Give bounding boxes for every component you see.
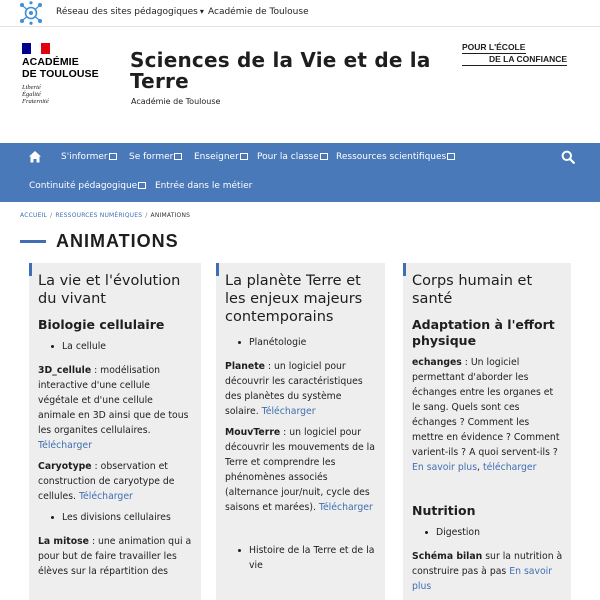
- resource-description: : observation et construction de caryotype de cellules.: [38, 461, 175, 502]
- resource-entry: [225, 425, 377, 515]
- republic-motto: [22, 84, 49, 105]
- institution-name[interactable]: [22, 56, 99, 80]
- submenu-icon: [174, 153, 182, 160]
- submenu-icon: [109, 153, 117, 160]
- breadcrumb-section[interactable]: RESSOURCES NUMÉRIQUES: [55, 212, 143, 219]
- search-icon[interactable]: [561, 150, 575, 164]
- card-title[interactable]: La vie et l'évolution du vivant: [38, 273, 181, 307]
- nav-item-label: Entrée dans le métier: [155, 181, 253, 191]
- nav-item-pour-la-classe[interactable]: [257, 152, 328, 162]
- chevron-down-icon: ▾: [199, 7, 204, 16]
- resource-name: echanges: [412, 357, 462, 368]
- card-subtitle: Nutrition: [412, 503, 476, 518]
- resource-name: La mitose: [38, 536, 89, 547]
- card-vie-evolution: [29, 263, 201, 600]
- resource-entry: [412, 549, 563, 594]
- site-subtitle: Académie de Toulouse: [131, 97, 221, 106]
- network-menu[interactable]: [56, 7, 204, 17]
- nav-item-label: Se former: [129, 152, 174, 162]
- academie-link[interactable]: Académie de Toulouse: [208, 7, 309, 17]
- card-accent: [29, 263, 32, 276]
- list-item: La cellule: [38, 339, 193, 354]
- card-title[interactable]: La planète Terre et les enjeux majeurs contemporains: [225, 273, 363, 325]
- resource-entry: [412, 355, 563, 475]
- more-info-link[interactable]: En savoir plus: [412, 462, 478, 473]
- top-bar: [0, 0, 600, 26]
- resource-description: : un logiciel pour découvrir les mouvements de la Terre et comprendre les phénomènes associés (alternance jour/nuit, cycle des saisons et marées).: [225, 427, 375, 513]
- resource-name: Planete: [225, 361, 265, 372]
- resource-description: sur la nutrition à construire pas à pas: [412, 551, 563, 577]
- breadcrumb-separator: /: [50, 212, 53, 219]
- resource-description: : un logiciel pour découvrir les caractéristiques des planètes du système solaire.: [225, 361, 363, 417]
- resource-entry: [38, 363, 193, 453]
- download-link[interactable]: Télécharger: [261, 406, 316, 417]
- spacer: [412, 481, 563, 503]
- republic-flag-logo: [22, 43, 50, 54]
- nav-item-label: Continuité pédagogique: [29, 181, 138, 191]
- topic-list: [225, 543, 377, 573]
- motto-line: Liberté: [22, 84, 41, 91]
- card-accent: [403, 263, 406, 276]
- resource-name: MouvTerre: [225, 427, 281, 438]
- resource-name: 3D_cellule: [38, 365, 92, 376]
- resource-description: : une animation qui a pour but de faire travailler les élèves sur la répartition des: [38, 536, 192, 577]
- flag-blue: [22, 43, 31, 54]
- resource-entry: [38, 459, 193, 504]
- site-title[interactable]: Sciences de la Vie et de la Terre: [130, 48, 431, 93]
- download-link[interactable]: télécharger: [482, 462, 537, 473]
- motto-line: Égalité: [22, 91, 41, 98]
- card-corps-humain: [403, 263, 571, 600]
- network-logo-icon[interactable]: [19, 1, 43, 25]
- resource-description: : modélisation interactive d'une cellule végétale et d'une cellule animale en 3D ainsi que de tous les organites cellulaires.: [38, 365, 189, 436]
- resource-entry: [38, 534, 193, 579]
- nav-item-sinformer[interactable]: [61, 152, 117, 162]
- card-planete-terre: [216, 263, 385, 600]
- submenu-icon: [138, 182, 146, 189]
- resource-name: Caryotype: [38, 461, 92, 472]
- network-menu-label: Réseau des sites pédagogiques: [56, 7, 198, 17]
- slogan-line: DE LA CONFIANCE: [462, 54, 567, 66]
- flag-white: [31, 43, 40, 54]
- flag-red: [41, 43, 50, 54]
- list-item: Les divisions cellulaires: [38, 510, 193, 525]
- card-subtitle: Adaptation à l'effort physique: [412, 317, 555, 348]
- topic-list: [38, 339, 193, 354]
- breadcrumb-home[interactable]: ACCUEIL: [20, 212, 48, 219]
- download-link[interactable]: Télécharger: [38, 440, 92, 451]
- page-title: ANIMATIONS: [56, 231, 179, 251]
- list-item: Planétologie: [225, 335, 377, 350]
- nav-item-enseigner[interactable]: [194, 152, 248, 162]
- home-icon[interactable]: [28, 150, 42, 164]
- submenu-icon: [240, 153, 248, 160]
- nav-item-se-former[interactable]: [129, 152, 182, 162]
- nav-item-label: S'informer: [61, 152, 108, 162]
- resource-entry: [225, 359, 377, 419]
- card-accent: [216, 263, 219, 276]
- motto-line: Fraternité: [22, 98, 49, 105]
- nav-item-entree-metier[interactable]: [155, 181, 252, 191]
- submenu-icon: [320, 153, 328, 160]
- breadcrumb-current: ANIMATIONS: [150, 212, 191, 219]
- divider: [0, 26, 600, 27]
- topic-list: [412, 525, 563, 540]
- nav-item-label: Enseigner: [194, 152, 239, 162]
- resource-description: : Un logiciel permettant d'aborder les échanges entre les organes et le sang. Quels sont ces échanges ? Comment les mettre en évidence ? Comment varient-ils ? A quoi servent-ils ?: [412, 357, 560, 458]
- topic-list: [225, 335, 377, 350]
- slogan-line: POUR L'ÉCOLE: [462, 42, 526, 52]
- nav-item-continuite-pedagogique[interactable]: [29, 181, 146, 191]
- nav-item-label: Ressources scientifiques: [336, 152, 447, 162]
- breadcrumb-separator: /: [145, 212, 148, 219]
- more-info-link[interactable]: En savoir plus: [412, 566, 553, 592]
- list-item: Digestion: [412, 525, 563, 540]
- link-separator: ,: [477, 462, 483, 473]
- card-subtitle: Biologie cellulaire: [38, 317, 165, 332]
- nav-item-ressources-scientifiques[interactable]: [336, 152, 455, 162]
- topic-list: [38, 510, 193, 525]
- main-navigation: [0, 143, 600, 202]
- title-accent-bar: [20, 240, 46, 243]
- nav-item-label: Pour la classe: [257, 152, 319, 162]
- slogan-logo: [462, 42, 567, 66]
- list-item: Histoire de la Terre et de la vie: [225, 543, 377, 573]
- spacer: [225, 521, 377, 543]
- card-title[interactable]: Corps humain et santé: [412, 273, 533, 307]
- submenu-icon: [447, 153, 455, 160]
- download-link[interactable]: Télécharger: [318, 502, 373, 513]
- institution-line: ACADÉMIE: [22, 56, 79, 68]
- institution-line: DE TOULOUSE: [22, 68, 99, 80]
- breadcrumb: [20, 212, 190, 219]
- resource-name: Schéma bilan: [412, 551, 483, 562]
- download-link[interactable]: Télécharger: [78, 491, 133, 502]
